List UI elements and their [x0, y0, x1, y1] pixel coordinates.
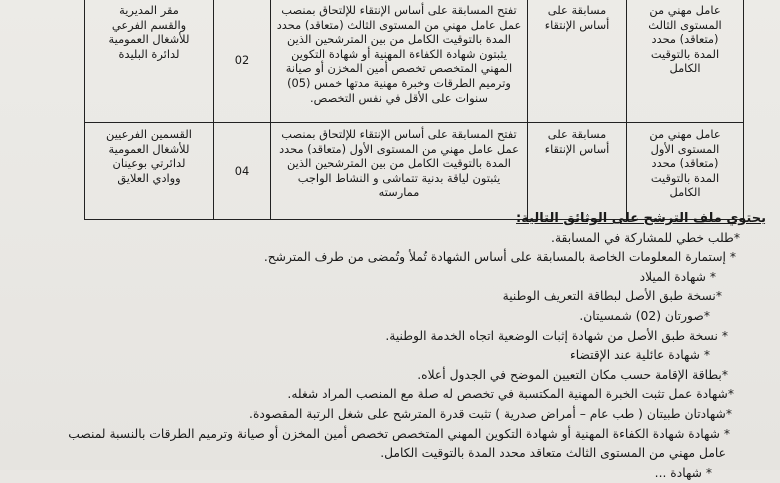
table-row	[85, 0, 744, 123]
recruitment-mode-cell-line: مسابقة على	[547, 127, 607, 141]
assignment-location-cell-line: مقر المديرية	[119, 3, 179, 17]
conditions-cell: تفتح المسابقة على أساس الإنتقاء للإلتحاق بمنصب عمل عامل مهني من المستوى الثالث (متعاقد) محدد المدة بالتوقيت الكامل من بين المترشحين الذين يثبتون شهادة الكفاءة المهنية أو شهادة التكوين المهني المتخصص تخصص أمين المخزن أو صيانة وترميم الطرقات وخبرة مهنية مدتها خمس (05) سنوات على الأقل في نفس التخصص.	[271, 0, 528, 123]
document-item: *صورتان (02) شمسيتان.	[579, 308, 710, 323]
recruitment-mode-cell	[528, 123, 627, 220]
document-item-continuation: عامل مهني من المستوى الثالث متعاقد محدد المدة بالتوقيت الكامل.	[380, 446, 726, 461]
recruitment-mode-cell	[528, 0, 627, 123]
assignment-location-cell-line: للأشغال العمومية	[108, 32, 190, 47]
post-title-cell-line: (متعاقد) محدد	[651, 32, 719, 47]
post-title-cell-line: الكامل	[669, 61, 701, 76]
assignment-location-cell-line: لدائرة البليدة	[118, 46, 180, 61]
post-title-cell-line: عامل مهني من	[649, 3, 721, 17]
assignment-location-cell-line: والقسم الفرعي	[111, 17, 187, 32]
document-item: *بطاقة الإقامة حسب مكان التعيين الموضح في الجدول أعلاه.	[417, 367, 728, 382]
document-item: * إستمارة المعلومات الخاصة بالمسابقة على أساس الشهادة تُملأ وتُمضى من طرف المترشح.	[263, 250, 736, 265]
document-item: * شهادة الميلاد	[639, 269, 716, 284]
posts-count-cell: 02	[214, 0, 271, 123]
post-title-cell	[627, 0, 744, 123]
conditions-cell: تفتح المسابقة على أساس الإنتقاء للإلتحاق بمنصب عمل عامل مهني من المستوى الأول (متعاقد) محدد المدة بالتوقيت الكامل من بين المترشحين الذين يثبتون لياقة بدنية تتماشى و النشاط الواجب ممارسته	[271, 123, 528, 220]
posts-count-cell: 04	[214, 123, 271, 220]
table-row	[85, 123, 744, 220]
post-title-cell-line: المدة بالتوقيت	[650, 46, 720, 61]
document-item: *شهادتان طبيتان ( طب عام – أمراض صدرية ) تثبت قدرة المترشح على شغل الرتبة المقصودة.	[249, 406, 732, 421]
assignment-location-cell-line: القسمين الفرعيين	[106, 127, 192, 141]
document-item: *طلب خطي للمشاركة في المسابقة.	[551, 230, 740, 245]
assignment-location-cell	[85, 123, 214, 220]
post-title-cell	[627, 123, 744, 220]
documents-heading: يحتوي ملف الترشح على الوثائق التالية:	[516, 211, 766, 226]
document-item: * شهادة عائلية عند الإقتضاء	[569, 348, 710, 363]
recruitment-mode-cell-line: أساس الإنتقاء	[544, 141, 610, 156]
assignment-location-cell-line: للأشغال العمومية	[108, 141, 190, 156]
document-item: * شهادة شهادة الكفاءة المهنية أو شهادة التكوين المهني المتخصص تخصص أمين المخزن أو صيانة وترميم الطرقات بالنسبة لمنصب	[68, 426, 730, 441]
document-item: * نسخة طبق الأصل من شهادة إثبات الوضعية اتجاه الخدمة الوطنية.	[385, 328, 728, 343]
post-title-cell-line: الكامل	[669, 185, 701, 200]
post-title-cell-line: المستوى الأول	[650, 141, 720, 156]
assignment-location-cell	[85, 0, 214, 123]
document-item: * شهادة ...	[654, 465, 712, 480]
post-title-cell-line: المستوى الثالث	[648, 17, 722, 32]
document-item: *نسخة طبق الأصل لبطاقة التعريف الوطنية	[502, 289, 722, 304]
assignment-location-cell-line: لدائرتي بوعينان	[112, 156, 186, 171]
recruitment-mode-cell-line: أساس الإنتقاء	[544, 17, 610, 32]
post-title-cell-line: عامل مهني من	[649, 127, 721, 141]
documents-section	[2, 209, 772, 483]
post-title-cell-line: (متعاقد) محدد	[651, 156, 719, 171]
recruitment-mode-cell-line: مسابقة على	[547, 3, 607, 17]
assignment-location-cell-line: ووادي العلايق	[117, 170, 181, 185]
post-title-cell-line: المدة بالتوقيت	[650, 170, 720, 185]
posts-table	[84, 0, 744, 220]
document-item: *شهادة عمل تثبت الخبرة المهنية المكتسبة في تخصص له صلة مع المنصب المراد شغله.	[287, 387, 734, 402]
